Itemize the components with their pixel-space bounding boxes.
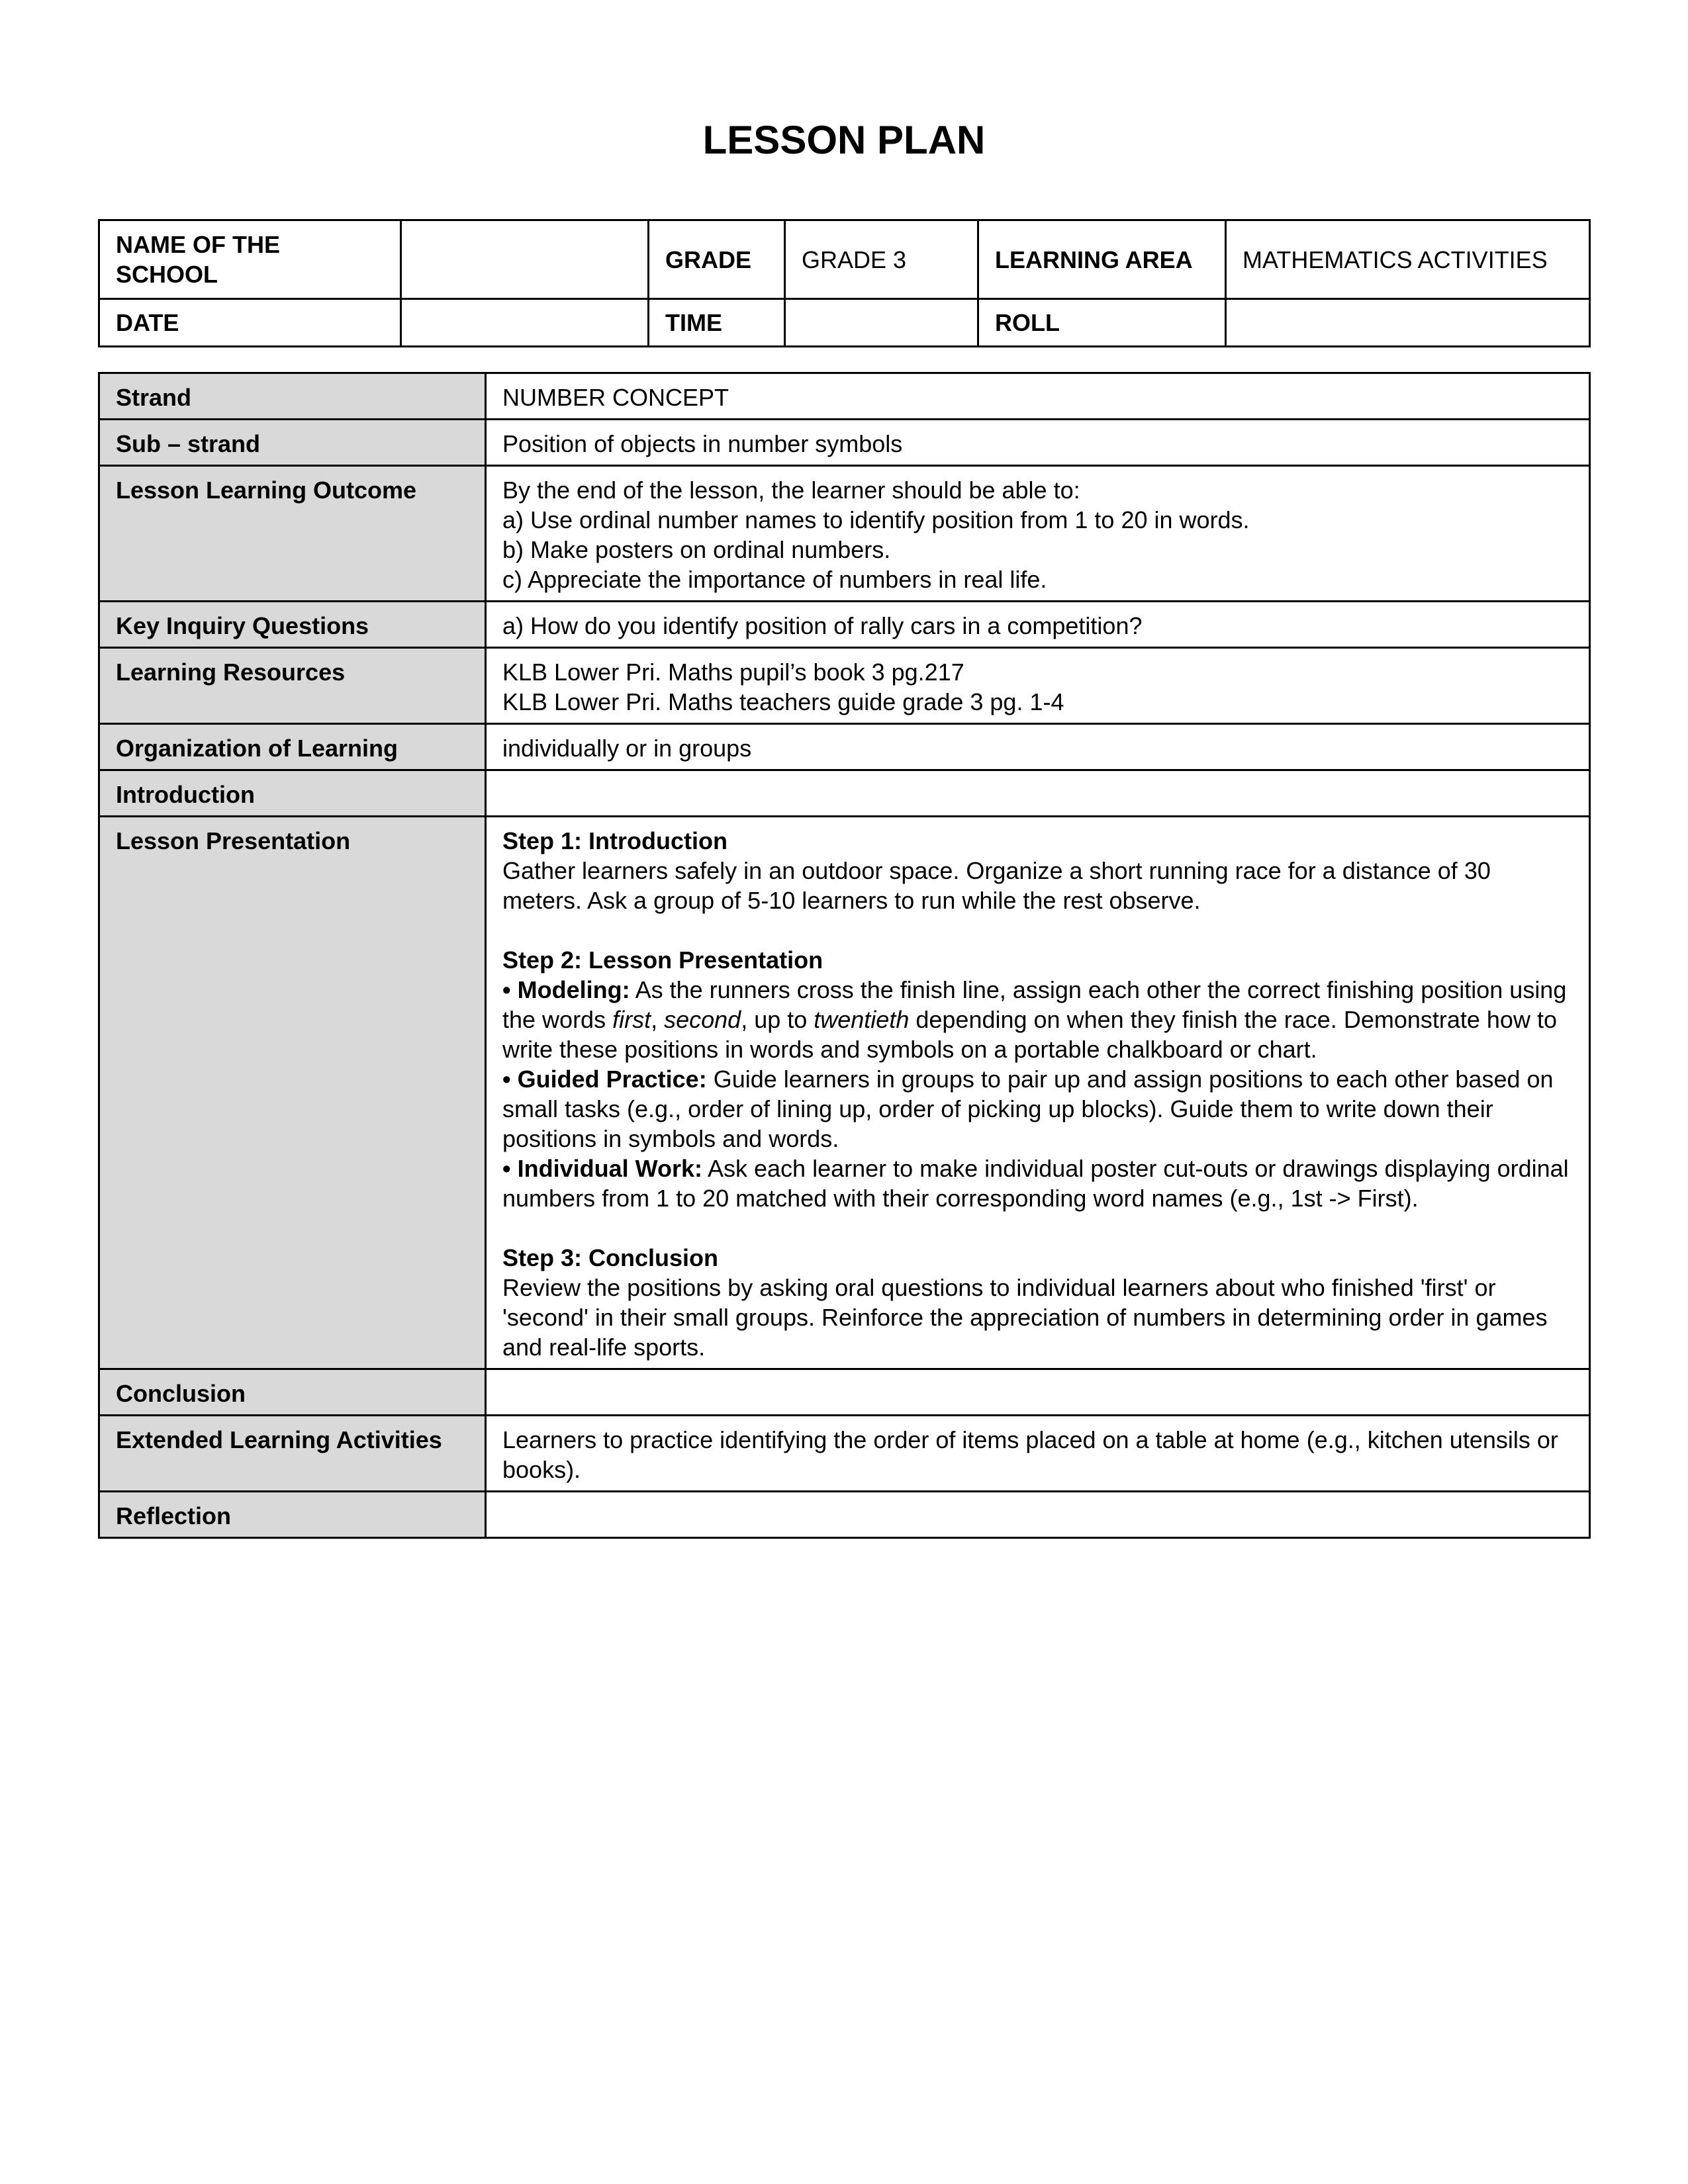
outcome-line: b) Make posters on ordinal numbers.: [502, 536, 891, 563]
strand-label: Strand: [99, 373, 486, 420]
word-second: second: [664, 1006, 741, 1033]
school-label: NAME OF THE SCHOOL: [99, 220, 401, 299]
roll-value: [1226, 299, 1590, 347]
lesson-table: [98, 372, 1591, 1539]
conclusion-row: [99, 1369, 1590, 1416]
organization-value: individually or in groups: [486, 724, 1590, 770]
inquiry-label: Key Inquiry Questions: [99, 602, 486, 648]
introduction-row: [99, 770, 1590, 817]
extended-row: [99, 1416, 1590, 1492]
introduction-value: [486, 770, 1590, 817]
substrand-row: [99, 420, 1590, 466]
resources-value: [486, 648, 1590, 724]
outcome-label: Lesson Learning Outcome: [99, 466, 486, 602]
step1-text: Gather learners safely in an outdoor space. Organize a short running race for a distance of 30 meters. Ask a group of 5-10 learners to run while the rest observe.: [502, 857, 1491, 914]
presentation-value: [486, 817, 1590, 1369]
presentation-row: [99, 817, 1590, 1369]
modeling-paragraph: [502, 975, 1573, 1064]
outcome-line: a) Use ordinal number names to identify position from 1 to 20 in words.: [502, 506, 1250, 533]
individual-text: Ask each learner to make individual poster cut-outs or drawings displaying ordinal numbers from 1 to 20 matched with their corresponding word names (e.g., 1st -> First).: [502, 1155, 1569, 1212]
reflection-value: [486, 1492, 1590, 1538]
modeling-text: , up to: [741, 1006, 814, 1033]
inquiry-value: a) How do you identify position of rally cars in a competition?: [486, 602, 1590, 648]
resource-line: KLB Lower Pri. Maths teachers guide grade 3 pg. 1-4: [502, 688, 1064, 715]
outcome-value: [486, 466, 1590, 602]
resources-row: [99, 648, 1590, 724]
step3-text: Review the positions by asking oral questions to individual learners about who finished 'first' or 'second' in their small groups. Reinforce the appreciation of numbers in determining order in games and real-life sports.: [502, 1274, 1548, 1361]
individual-label: • Individual Work:: [502, 1155, 702, 1182]
reflection-row: [99, 1492, 1590, 1538]
inquiry-row: [99, 602, 1590, 648]
time-label: TIME: [649, 299, 785, 347]
grade-value: GRADE 3: [785, 220, 978, 299]
reflection-label: Reflection: [99, 1492, 486, 1538]
word-twentieth: twentieth: [814, 1006, 910, 1033]
substrand-label: Sub – strand: [99, 420, 486, 466]
modeling-text: As the runners cross the finish line, assign each other the correct finishing position using the words: [502, 976, 1567, 1033]
resources-label: Learning Resources: [99, 648, 486, 724]
guided-text: Guide learners in groups to pair up and assign positions to each other based on small tasks (e.g., order of lining up, order of picking up blocks). Guide them to write down their positions in symbols and words.: [502, 1066, 1554, 1152]
individual-paragraph: [502, 1154, 1573, 1213]
grade-label: GRADE: [649, 220, 785, 299]
word-first: first: [612, 1006, 651, 1033]
outcome-line: c) Appreciate the importance of numbers in real life.: [502, 566, 1047, 593]
organization-label: Organization of Learning: [99, 724, 486, 770]
presentation-label: Lesson Presentation: [99, 817, 486, 1369]
modeling-comma: ,: [651, 1006, 665, 1033]
outcome-line: By the end of the lesson, the learner should be able to:: [502, 477, 1080, 504]
extended-value: Learners to practice identifying the order of items placed on a table at home (e.g., kitchen utensils or books).: [486, 1416, 1590, 1492]
date-value: [401, 299, 649, 347]
guided-label: • Guided Practice:: [502, 1066, 707, 1093]
school-value: [401, 220, 649, 299]
extended-label: Extended Learning Activities: [99, 1416, 486, 1492]
organization-row: [99, 724, 1590, 770]
resource-line: KLB Lower Pri. Maths pupil’s book 3 pg.217: [502, 659, 964, 686]
outcome-row: [99, 466, 1590, 602]
date-label: DATE: [99, 299, 401, 347]
learning-area-label: LEARNING AREA: [978, 220, 1226, 299]
guided-paragraph: [502, 1064, 1573, 1154]
step3-title: Step 3: Conclusion: [502, 1244, 719, 1271]
step1-title: Step 1: Introduction: [502, 827, 727, 854]
modeling-label: • Modeling:: [502, 976, 630, 1003]
learning-area-value: MATHEMATICS ACTIVITIES: [1226, 220, 1590, 299]
page-title: LESSON PLAN: [702, 118, 986, 162]
substrand-value: Position of objects in number symbols: [486, 420, 1590, 466]
time-value: [785, 299, 978, 347]
modeling-text: depending on when they finish the race. Demonstrate how to write these positions in words and symbols on a portable chalkboard or chart.: [502, 1006, 1557, 1063]
header-table: [98, 219, 1591, 347]
strand-value: NUMBER CONCEPT: [486, 373, 1590, 420]
conclusion-label: Conclusion: [99, 1369, 486, 1416]
introduction-label: Introduction: [99, 770, 486, 817]
roll-label: ROLL: [978, 299, 1226, 347]
step2-title: Step 2: Lesson Presentation: [502, 946, 823, 974]
strand-row: [99, 373, 1590, 420]
conclusion-value: [486, 1369, 1590, 1416]
